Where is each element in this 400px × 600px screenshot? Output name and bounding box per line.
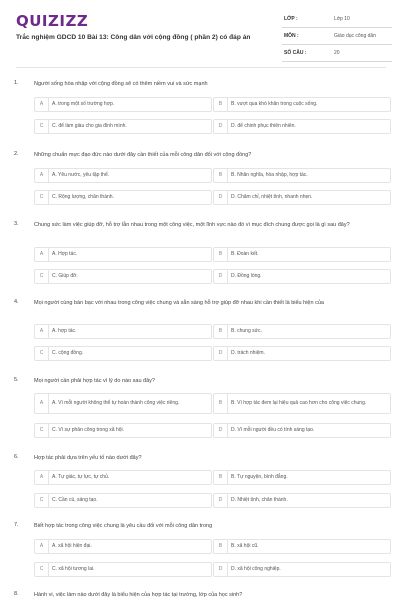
meta-value: 20 bbox=[334, 50, 340, 56]
option-text: A. Yêu nước, yêu tập thể. bbox=[52, 172, 110, 179]
option-text: C. Vì sự phân công trong xã hội. bbox=[52, 427, 124, 434]
question-text: Người sống hòa nhập với cộng đồng sẽ có thêm niềm vui và sức mạnh bbox=[34, 81, 208, 87]
option-b[interactable] bbox=[213, 168, 391, 183]
meta-row-question-count bbox=[282, 46, 392, 62]
option-letter: A bbox=[35, 248, 49, 261]
option-c[interactable] bbox=[34, 346, 212, 361]
question-number: 2. bbox=[14, 151, 19, 157]
option-letter: C bbox=[35, 120, 49, 133]
question-text: Hợp tác phải dựa trên yếu tố nào dưới đây? bbox=[34, 455, 142, 461]
option-c[interactable] bbox=[34, 423, 212, 438]
option-text: D. Vì mỗi người đều có tính sáng tạo. bbox=[231, 427, 315, 434]
option-letter: A bbox=[35, 540, 49, 553]
option-letter: A bbox=[35, 471, 49, 484]
option-letter: C bbox=[35, 424, 49, 437]
quiz-title: Trắc nghiệm GDCD 10 Bài 13: Công dân với cộng đồng ( phần 2) có đáp án bbox=[16, 34, 251, 41]
question-number: 3. bbox=[14, 221, 19, 227]
option-letter: D bbox=[214, 424, 228, 437]
option-text: D. Nhiệt tình, chân thành. bbox=[231, 497, 288, 504]
option-text: B. Đoàn kết. bbox=[231, 251, 259, 258]
option-text: D. Chăm chỉ, nhiệt tình, nhanh nhẹn. bbox=[231, 194, 313, 201]
meta-row-grade bbox=[282, 12, 392, 28]
option-d[interactable] bbox=[213, 269, 391, 284]
option-b[interactable] bbox=[213, 324, 391, 339]
option-a[interactable] bbox=[34, 539, 212, 554]
option-letter: B bbox=[214, 98, 228, 111]
option-text: A. Hợp tác. bbox=[52, 251, 78, 258]
worksheet-header bbox=[0, 0, 400, 70]
option-c[interactable] bbox=[34, 493, 212, 508]
option-a[interactable] bbox=[34, 324, 212, 339]
option-letter: B bbox=[214, 248, 228, 261]
option-letter: B bbox=[214, 540, 228, 553]
quiz-meta bbox=[282, 12, 392, 63]
option-c[interactable] bbox=[34, 269, 212, 284]
option-text: B. Vì hợp tác đem lại hiệu quả cao hơn cho công việc chung. bbox=[231, 400, 367, 407]
question-text: Mọi người cần phải hợp tác vì lý do nào sau đây? bbox=[34, 378, 155, 384]
option-text: C. Giúp đỡ. bbox=[52, 273, 78, 280]
question-number: 1. bbox=[14, 80, 19, 86]
question-number: 7. bbox=[14, 522, 19, 528]
meta-label: MÔN : bbox=[284, 33, 299, 39]
meta-value: Lớp 10 bbox=[334, 16, 350, 22]
option-letter: A bbox=[35, 169, 49, 182]
option-letter: C bbox=[35, 347, 49, 360]
option-letter: D bbox=[214, 494, 228, 507]
option-b[interactable] bbox=[213, 539, 391, 554]
option-letter: B bbox=[214, 325, 228, 338]
option-text: A. hợp tác. bbox=[52, 328, 77, 335]
option-text: C. cộng đồng. bbox=[52, 350, 84, 357]
option-letter: A bbox=[35, 98, 49, 111]
option-a[interactable] bbox=[34, 393, 212, 414]
meta-row-subject bbox=[282, 29, 392, 45]
option-text: D. xã hội công nghiệp. bbox=[231, 566, 281, 573]
meta-label: LỚP : bbox=[284, 16, 298, 22]
option-a[interactable] bbox=[34, 247, 212, 262]
option-d[interactable] bbox=[213, 423, 391, 438]
option-text: A. Tự giác, tự lực, tự chủ. bbox=[52, 474, 110, 481]
option-b[interactable] bbox=[213, 393, 391, 414]
quizizz-logo: QUIZIZZ bbox=[16, 12, 89, 30]
option-text: C. Rộng lượng, chân thành. bbox=[52, 194, 114, 201]
option-letter: C bbox=[35, 270, 49, 283]
option-d[interactable] bbox=[213, 346, 391, 361]
option-letter: B bbox=[214, 394, 228, 413]
option-b[interactable] bbox=[213, 247, 391, 262]
option-letter: D bbox=[214, 120, 228, 133]
option-text: D. Đồng lòng. bbox=[231, 273, 262, 280]
option-text: C. xã hội tương lai. bbox=[52, 566, 95, 573]
option-text: B. Tự nguyện, bình đẳng. bbox=[231, 474, 288, 481]
question-number: 6. bbox=[14, 454, 19, 460]
option-b[interactable] bbox=[213, 470, 391, 485]
option-letter: A bbox=[35, 394, 49, 413]
option-text: B. chung sức. bbox=[231, 328, 262, 335]
option-letter: C bbox=[35, 494, 49, 507]
option-text: C. Cần cù, sáng tạo. bbox=[52, 497, 98, 504]
question-text: Hành vi, việc làm nào dưới đây là biểu hiện của hợp tác tại trường, lớp của học sinh? bbox=[34, 592, 243, 598]
meta-label: SỐ CÂU : bbox=[284, 50, 307, 56]
option-d[interactable] bbox=[213, 190, 391, 205]
option-text: A. Vì mỗi người không thể tự hoàn thành công việc riêng. bbox=[52, 400, 180, 407]
option-letter: D bbox=[214, 270, 228, 283]
option-a[interactable] bbox=[34, 470, 212, 485]
question-text: Chung sức làm việc giúp đỡ, hỗ trợ lẫn nhau trong một công việc, một lĩnh vực nào đó vì mục đích chung được gọi là gì sau đây? bbox=[34, 222, 350, 228]
option-d[interactable] bbox=[213, 562, 391, 577]
question-text: Những chuẩn mực đạo đức nào dưới đây cần thiết của mỗi công dân đối với cộng đồng? bbox=[34, 152, 252, 158]
question-number: 4. bbox=[14, 299, 19, 305]
question-text: Mọi người cùng bàn bạc với nhau trong công việc chung và sẵn sàng hỗ trợ giúp đỡ nhau khi cần thiết là biểu hiện của bbox=[34, 300, 324, 306]
option-a[interactable] bbox=[34, 97, 212, 112]
option-letter: D bbox=[214, 563, 228, 576]
option-letter: C bbox=[35, 191, 49, 204]
option-letter: A bbox=[35, 325, 49, 338]
header-divider bbox=[16, 67, 386, 68]
option-text: B. Nhân nghĩa, hòa nhập, hợp tác. bbox=[231, 172, 308, 179]
option-d[interactable] bbox=[213, 493, 391, 508]
option-letter: B bbox=[214, 169, 228, 182]
question-number: 8. bbox=[14, 591, 19, 597]
option-text: B. vượt qua khó khăn trong cuộc sống. bbox=[231, 101, 318, 108]
option-c[interactable] bbox=[34, 562, 212, 577]
option-c[interactable] bbox=[34, 119, 212, 134]
meta-value: Giáo dục công dân bbox=[334, 33, 376, 39]
option-letter: D bbox=[214, 191, 228, 204]
option-letter: B bbox=[214, 471, 228, 484]
question-number: 5. bbox=[14, 377, 19, 383]
option-text: A. trong một số trường hợp. bbox=[52, 101, 115, 108]
option-letter: C bbox=[35, 563, 49, 576]
option-a[interactable] bbox=[34, 168, 212, 183]
question-text: Biết hợp tác trong công việc chung là yêu cầu đối với mỗi công dân trong bbox=[34, 523, 213, 529]
option-text: A. xã hội hiện đại. bbox=[52, 543, 92, 550]
option-text: C. để làm giàu cho gia đình mình. bbox=[52, 123, 127, 130]
option-letter: D bbox=[214, 347, 228, 360]
option-text: D. trách nhiệm. bbox=[231, 350, 265, 357]
option-text: B. xã hội cũ. bbox=[231, 543, 259, 550]
option-b[interactable] bbox=[213, 97, 391, 112]
option-d[interactable] bbox=[213, 119, 391, 134]
option-text: D. để chinh phục thiên nhiên. bbox=[231, 123, 296, 130]
option-c[interactable] bbox=[34, 190, 212, 205]
